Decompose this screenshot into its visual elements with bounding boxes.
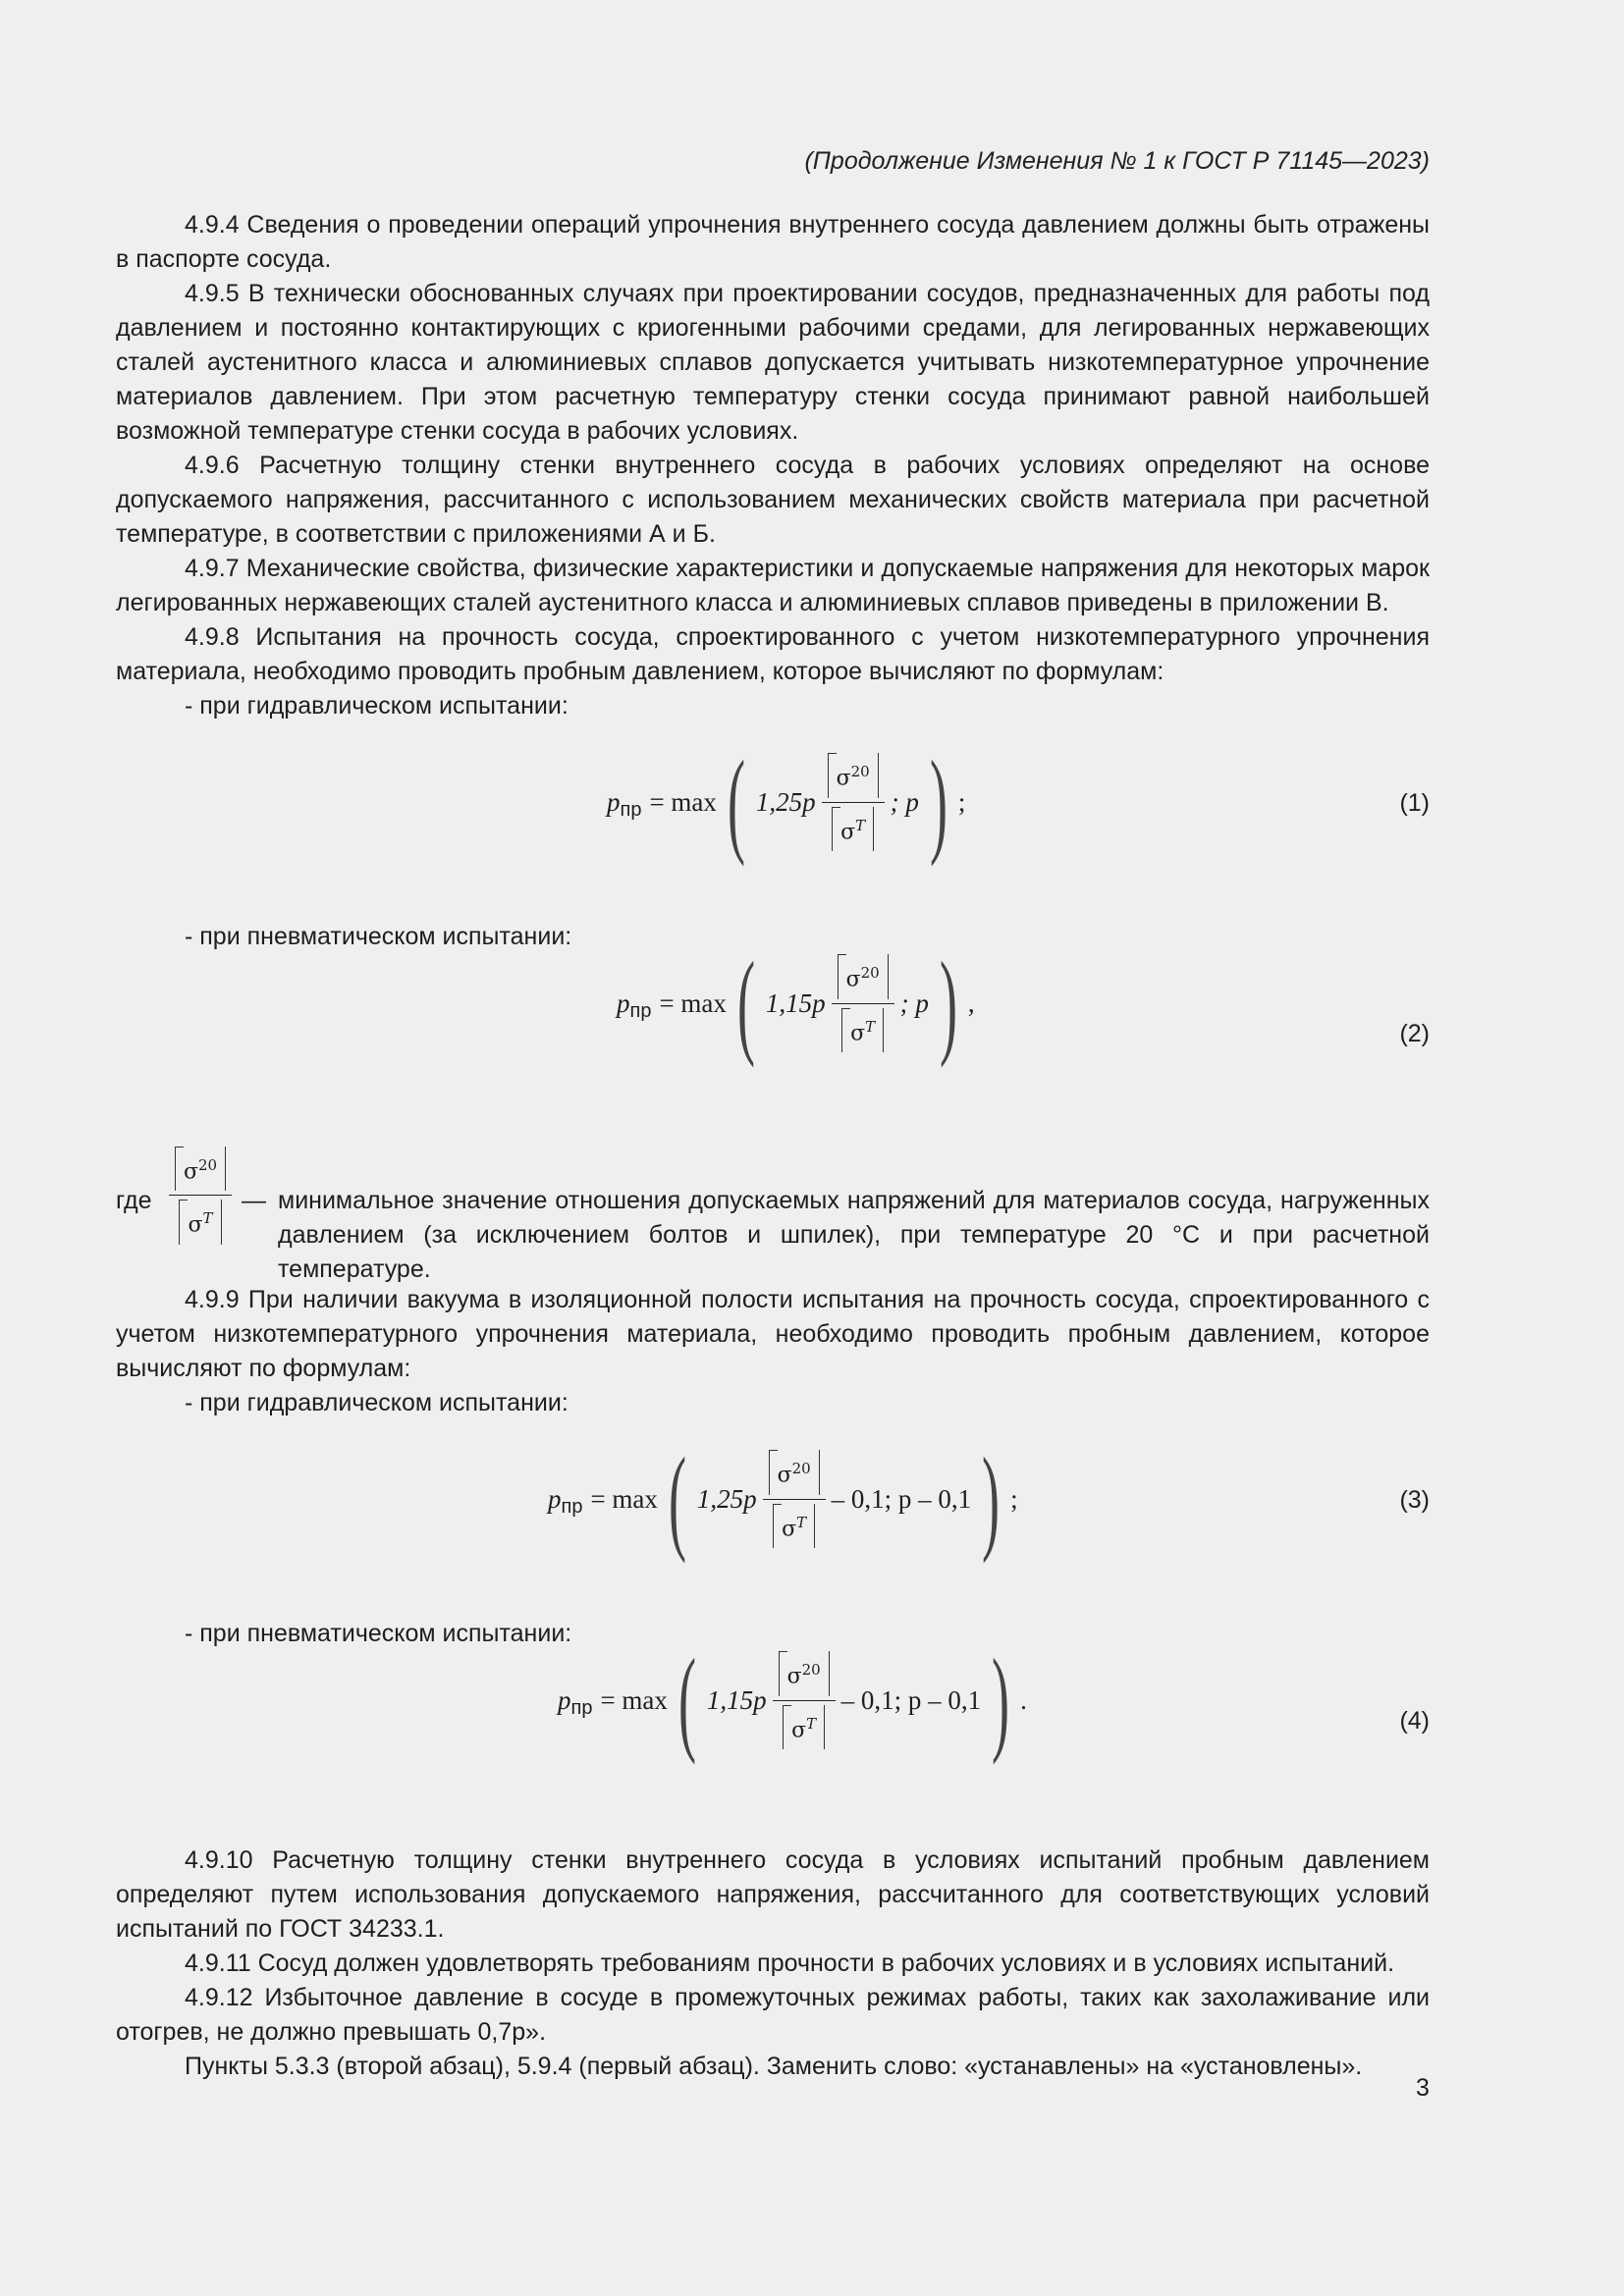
fraction-bar (773, 1700, 836, 1701)
paragraph-4-9-12: 4.9.12 Избыточное давление в сосуде в промежуточных режимах работы, таких как захолаживание или отогрев, не должно превышать 0,7p». (116, 1984, 1430, 2046)
formula-4-coef: 1,15p (706, 1684, 767, 1715)
formula-4-fraction (773, 1651, 836, 1749)
formula-2-denominator: $\sigma^T$ (841, 1008, 884, 1052)
formula-2-sub: пр (629, 999, 652, 1022)
paragraph-4-9-6: 4.9.6 Расчетную толщину стенки внутреннего сосуда в рабочих условиях определяют на основе допускаемого напряжения, рассчитанного с использованием механических свойств материала при расчетной температуре, в соответствии с приложениями А и Б. (116, 452, 1430, 548)
formula-2-fn: = max (659, 988, 727, 1018)
where-denominator: $\sigma^T$ (179, 1200, 221, 1244)
paren-left: ( (668, 1433, 686, 1564)
where-fraction (163, 1147, 238, 1245)
hydraulic-test-label-2: - при гидравлическом испытании: (185, 1389, 568, 1416)
paragraph-4-9-10: 4.9.10 Расчетную толщину стенки внутреннего сосуда в условиях испытаний пробным давлением определяют путем использования допускаемого напряжения, рассчитанного для соответствующих условий испытаний по ГОСТ 34233.1. (116, 1846, 1430, 1943)
paragraph-points-replace: Пункты 5.3.3 (второй абзац), 5.9.4 (первый абзац). Заменить слово: «устанавлены» на «установлены». (185, 2053, 1363, 2080)
formula-2 (617, 937, 975, 1068)
equation-number-3: (3) (1399, 1486, 1430, 1514)
paragraph-4-9-7: 4.9.7 Механические свойства, физические характеристики и допускаемые напряжения для некоторых марок легированных нержавеющих сталей аустенитного класса и алюминиевых сплавов приведены в приложении В. (116, 555, 1430, 616)
formula-1-end: ; (957, 786, 966, 817)
formula-4-row (116, 1634, 1430, 1843)
pneumatic-test-label-2: - при пневматическом испытании: (185, 1620, 572, 1647)
formula-3-sub: пр (561, 1495, 583, 1518)
formula-4-lhs: p (558, 1684, 571, 1715)
where-definition: минимальное значение отношения допускаемых напряжений для материалов сосуда, нагруженных давлением (за исключением болтов и шпилек), при температуре 20 °С и при расчетной температуре. (278, 1187, 1430, 1283)
where-numerator: $\sigma^{20}$ (175, 1147, 226, 1191)
formula-2-end: , (967, 988, 975, 1018)
formula-1-sub: пр (620, 798, 642, 821)
formula-3-end: ; (1010, 1483, 1018, 1514)
paren-right: ) (939, 937, 957, 1068)
formula-3 (548, 1433, 1018, 1564)
fraction-bar (763, 1499, 826, 1500)
paragraph-4-9-5: 4.9.5 В технически обоснованных случаях при проектировании сосудов, предназначенных для работы под давлением и постоянно контактирующих с криогенными рабочими средами, для легированных нержавеющих сталей аустенитного класса и алюминиевых сплавов допускается учитывать низкотемпературное упрочнение материалов давлением. При этом расчетную температуру стенки сосуда принимают равной наибольшей возможной температуре стенки сосуда в рабочих условиях. (116, 280, 1430, 445)
formula-3-coef: 1,25p (696, 1483, 757, 1514)
formula-2-row (116, 937, 1430, 1147)
formula-2-lhs: p (617, 988, 630, 1018)
formula-4-tail: – 0,1; p – 0,1 (840, 1684, 982, 1715)
paragraph-4-9-9: 4.9.9 При наличии вакуума в изоляционной полости испытания на прочность сосуда, спроектированного с учетом низкотемпературного упрочнения материала, необходимо проводить пробным давлением, которое вычисляют по формулам: (116, 1286, 1430, 1382)
formula-1-fraction (822, 753, 885, 851)
formula-2-fraction (832, 954, 894, 1052)
where-clause (116, 1147, 1430, 1283)
page-number: 3 (1416, 2074, 1430, 2102)
formula-2-coef: 1,15p (765, 988, 826, 1018)
equation-number-4: (4) (1399, 1707, 1430, 1735)
formula-1 (607, 736, 966, 867)
paren-right: ) (982, 1433, 1001, 1564)
hydraulic-test-label-1: - при гидравлическом испытании: (185, 692, 568, 720)
formula-3-numerator: $\sigma^{20}$ (769, 1450, 820, 1494)
pneumatic-test-label-1: - при пневматическом испытании: (185, 923, 572, 950)
paren-right: ) (992, 1634, 1010, 1765)
fraction-bar (832, 1003, 894, 1004)
formula-4-denominator: $\sigma^T$ (783, 1705, 825, 1749)
formula-1-lhs: p (607, 786, 621, 817)
fraction-bar (169, 1195, 232, 1196)
paren-right: ) (929, 736, 947, 867)
paragraph-4-9-8: 4.9.8 Испытания на прочность сосуда, спроектированного с учетом низкотемпературного упрочнения материала, необходимо проводить пробным давлением, которое вычисляют по формулам: (116, 623, 1430, 685)
formula-3-row (116, 1420, 1430, 1617)
paren-left: ( (736, 937, 755, 1068)
formula-1-tail: ; p (890, 786, 919, 817)
formula-3-denominator: $\sigma^T$ (773, 1504, 815, 1548)
formula-4-sub: пр (570, 1696, 593, 1719)
formula-2-numerator: $\sigma^{20}$ (838, 954, 889, 998)
formula-1-row (116, 723, 1430, 920)
where-label: где (116, 1187, 152, 1214)
formula-2-tail: ; p (899, 988, 929, 1018)
formula-4-numerator: $\sigma^{20}$ (779, 1651, 830, 1695)
page-header: (Продолжение Изменения № 1 к ГОСТ Р 71145—2023) (804, 147, 1430, 175)
where-dash: — (242, 1187, 266, 1214)
equation-number-2: (2) (1399, 1020, 1430, 1047)
paren-left: ( (727, 736, 745, 867)
formula-4-fn: = max (600, 1684, 668, 1715)
formula-4-end: . (1020, 1684, 1027, 1715)
paragraph-4-9-4: 4.9.4 Сведения о проведении операций упрочнения внутреннего сосуда давлением должны быть отражены в паспорте сосуда. (116, 211, 1430, 273)
formula-4 (558, 1634, 1027, 1765)
formula-3-lhs: p (548, 1483, 562, 1514)
formula-1-fn: = max (649, 786, 717, 817)
formula-3-fraction (763, 1450, 826, 1548)
formula-3-tail: – 0,1; p – 0,1 (831, 1483, 972, 1514)
paren-left: ( (677, 1634, 696, 1765)
paragraph-4-9-11: 4.9.11 Сосуд должен удовлетворять требованиям прочности в рабочих условиях и в условиях испытаний. (185, 1949, 1395, 1977)
formula-1-denominator: $\sigma^T$ (832, 807, 874, 851)
document-body (116, 208, 1430, 2084)
equation-number-1: (1) (1399, 789, 1430, 817)
formula-1-coef: 1,25p (755, 786, 816, 817)
formula-1-numerator: $\sigma^{20}$ (828, 753, 879, 797)
formula-3-fn: = max (590, 1483, 658, 1514)
fraction-bar (822, 802, 885, 803)
